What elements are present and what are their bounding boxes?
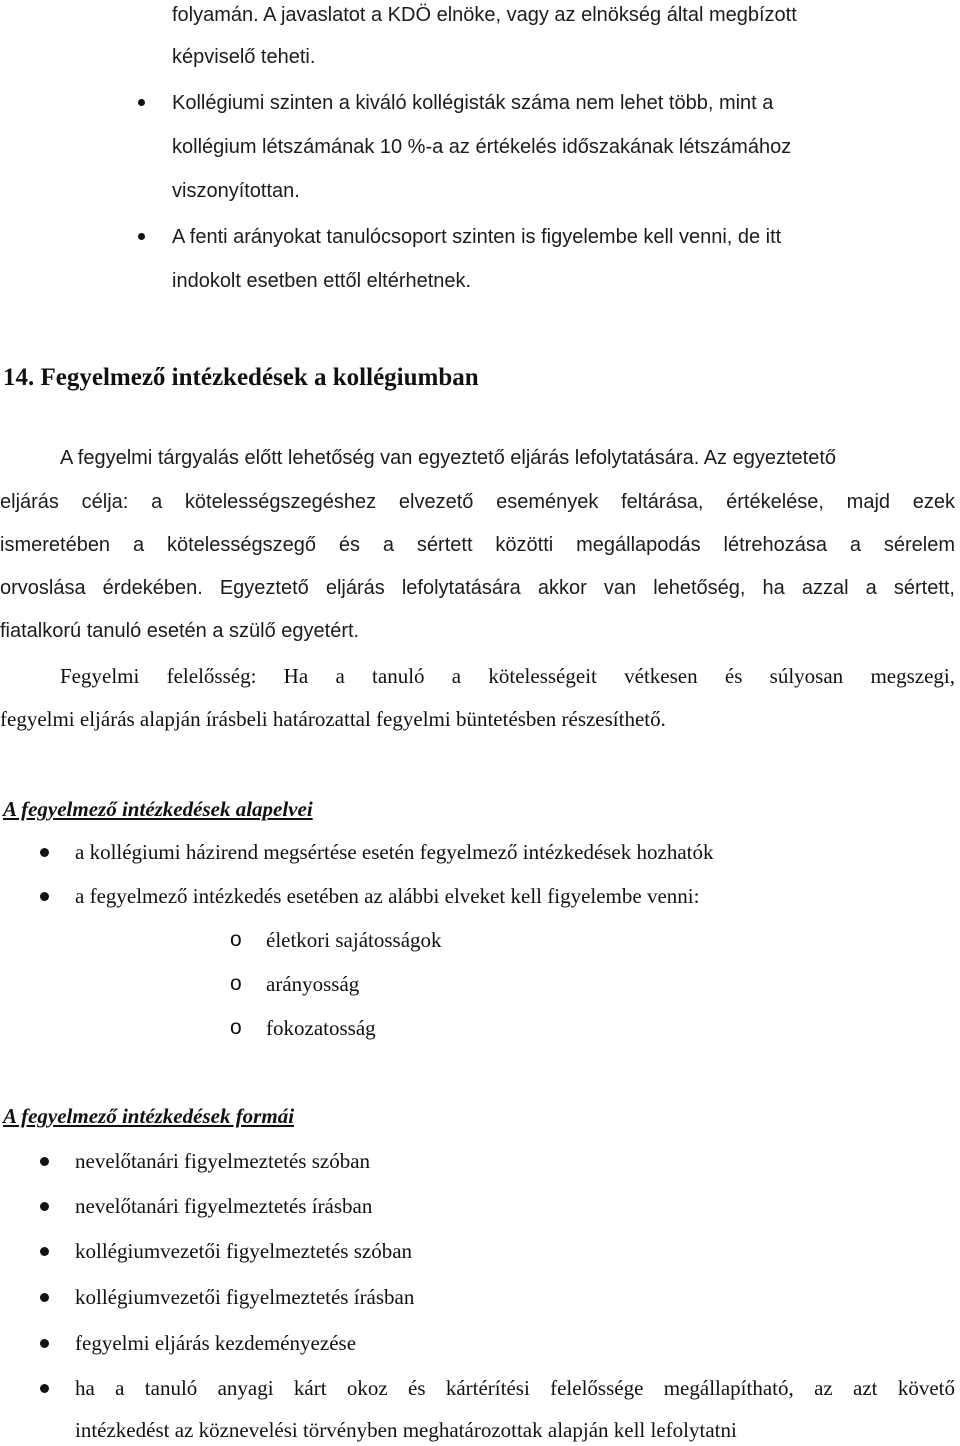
list-item-continuation: intézkedést az köznevelési törvényben meghatározottak alapján kell lefolytatni (75, 1418, 737, 1442)
sub-list-item: fokozatosság (266, 1016, 376, 1040)
list-item: fegyelmi eljárás kezdeményezése (75, 1331, 357, 1355)
paragraph-line: ismeretében a kötelességszegő és a sértett közötti megállapodás létrehozása a sérelem (0, 534, 955, 556)
paragraph-line: A fegyelmi tárgyalás előtt lehetőség van egyeztető eljárás lefolytatására. Az egyeztetető (60, 447, 837, 469)
paragraph-line: eljárás célja: a kötelességszegéshez elvezető események feltárása, értékelése, majd ezek (0, 491, 955, 513)
bullet-icon (138, 233, 145, 240)
section-heading: 14. Fegyelmező intézkedések a kollégiumban (3, 364, 479, 391)
subsection-heading: A fegyelmező intézkedések alapelvei (3, 797, 313, 821)
bullet-icon (40, 1384, 49, 1393)
intro-bullet-line: indokolt esetben ettől eltérhetnek. (172, 270, 472, 292)
paragraph-line: orvoslása érdekében. Egyeztető eljárás lefolytatására akkor van lehetőség, ha azzal a sértett, (0, 577, 955, 599)
intro-line: képviselő teheti. (172, 46, 316, 68)
list-item: a fegyelmező intézkedés esetében az alábbi elveket kell figyelembe venni: (75, 884, 700, 908)
intro-bullet-line: kollégium létszámának 10 %-a az értékelés időszakának létszámához (172, 136, 792, 158)
intro-bullet-line: A fenti arányokat tanulócsoport szinten is figyelembe kell venni, de itt (172, 226, 782, 248)
subsection-heading: A fegyelmező intézkedések formái (3, 1104, 295, 1128)
sub-bullet-icon: o (230, 928, 242, 951)
list-item: kollégiumvezetői figyelmeztetés szóban (75, 1239, 413, 1263)
bullet-icon (40, 1247, 49, 1256)
paragraph-line: fegyelmi eljárás alapján írásbeli határozattal fegyelmi büntetésben részesíthető. (0, 707, 666, 731)
paragraph-line: fiatalkorú tanuló esetén a szülő egyetért. (0, 620, 360, 642)
intro-line: folyamán. A javaslatot a KDÖ elnöke, vagy az elnökség által megbízott (172, 4, 797, 26)
sub-bullet-icon: o (230, 1016, 242, 1039)
intro-bullet-line: viszonyítottan. (172, 180, 300, 202)
bullet-icon (40, 848, 49, 857)
bullet-icon (40, 1202, 49, 1211)
sub-list-item: arányosság (266, 972, 360, 996)
bullet-icon (40, 1339, 49, 1348)
list-item: kollégiumvezetői figyelmeztetés írásban (75, 1285, 415, 1309)
list-item: a kollégiumi házirend megsértése esetén fegyelmező intézkedések hozhatók (75, 840, 714, 864)
bullet-icon (40, 892, 49, 901)
paragraph-line: Fegyelmi felelősség: Ha a tanuló a kötelességeit vétkesen és súlyosan megszegi, (60, 664, 955, 688)
bullet-icon (138, 99, 145, 106)
list-item: nevelőtanári figyelmeztetés írásban (75, 1194, 373, 1218)
bullet-icon (40, 1157, 49, 1166)
sub-bullet-icon: o (230, 972, 242, 995)
bullet-icon (40, 1293, 49, 1302)
intro-bullet-line: Kollégiumi szinten a kiváló kollégisták száma nem lehet több, mint a (172, 92, 774, 114)
list-item: nevelőtanári figyelmeztetés szóban (75, 1149, 371, 1173)
list-item: ha a tanuló anyagi kárt okoz és kártérítési felelőssége megállapítható, az azt követő (75, 1376, 955, 1400)
sub-list-item: életkori sajátosságok (266, 928, 442, 952)
